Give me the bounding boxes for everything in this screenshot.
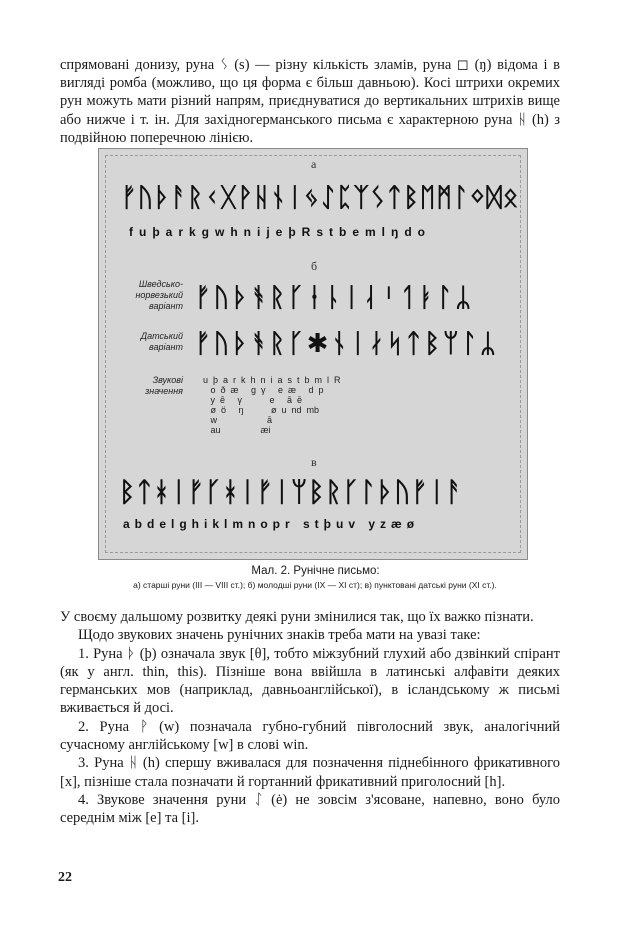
dotted-runes: ᛒᛏᚼᛁᚠᚴᚼᛁᚠᛁᛘᛒᚱᚴᛚᚦᚢᚠᛁᚨ	[119, 477, 463, 508]
figure-caption-text: а) старші руни (III — VIII ст.); б) молодші руни (IX — XI ст); в) пунктовані датські руни (XI ст.).	[133, 580, 497, 590]
paragraph-5: 3. Руна ᚺ (h) спершу вживалася для позначення піднебінного фрикативного [x], пізніше стала позначати й гортанний фрикативний приголосний [h].	[60, 755, 560, 790]
section-label-v: в	[311, 455, 317, 469]
danish-variant-label: Датський варіант	[140, 331, 183, 352]
swedish-variant-label: Шведсько-норвезький варіант	[135, 279, 183, 311]
top-paragraph: спрямовані донизу, руна ᛊ (s) — різну кількість зламів, руна ◻ (ŋ) відома і в вигляді ромба (можливо, що ця форма є більш давньою). Косі штрихи окремих рун можуть мати різний напрям, приєднуватися до вертикальних штрихів вище або нижче і т. ін. Для західногерманського письма є характерною руна ᚺ (h) з подвійною поперечною лінією.	[60, 57, 560, 146]
page-number: 22	[58, 870, 72, 885]
paragraph-4: 2. Руна ᚹ (w) позначала губно-губний півголосний звук, аналогічний сучасному англійському [w] в слові win.	[60, 718, 560, 754]
danish-variant-runes: ᚠᚢᚦᚬᚱᚴ✱ᚾᛁᛅᛋᛏᛒᛘᛚᛦ	[195, 329, 499, 359]
body-text	[60, 608, 560, 828]
figure-caption-title: Мал. 2. Рунічне письмо:	[251, 565, 380, 577]
runic-figure	[98, 148, 528, 560]
section-label-a: а	[311, 157, 317, 171]
sound-values-label: Звукові значення	[145, 375, 183, 396]
section-label-b: б	[311, 259, 318, 273]
paragraph-2: Щодо звукових значень рунічних знаків треба мати на увазі таке:	[78, 627, 481, 644]
elder-futhark-runes: ᚠᚢᚦᚨᚱᚲᚷᚹᚺᚾᛁᛃᛇᛈᛉᛊᛏᛒᛖᛗᛚᛜᛞᛟ	[121, 183, 520, 213]
sound-values-table: u þ a r k h n i a s t b m l R o ð æ g γ e æ d p y ē γ e ā ē ø ö ŋ ø u nd mb w ā au æi	[203, 375, 341, 435]
swedish-variant-runes: ᚠᚢᚦᚬᚱᚴᚽᚿᛁᛆᛌᛐᛓᛚᛦ	[195, 283, 475, 313]
dotted-runes-transliteration: abdelghiklmnopr stþuv yzæø	[123, 517, 420, 531]
paragraph-3: 1. Руна ᚦ (þ) означала звук [θ], тобто міжзубний глухий або дзвінкий спірант (як у англ. thin, this). Пізніше вона ввійшла в латинські алфавіти деяких германських мов (наприклад, давньоанглійської), в ісландському ж письмі вживається й досі.	[60, 645, 560, 717]
paragraph-6: 4. Звукове значення руни ᛇ (ė) не зовсім з'ясоване, напевно, воно було середнім між [e] та [i].	[60, 791, 560, 827]
paragraph-1: У своєму дальшому розвитку деякі руни змінилися так, що їх важко пізнати.	[60, 609, 534, 625]
elder-futhark-transliteration: fuþarkgwhnijeþRstbemlŋdo	[129, 225, 432, 239]
